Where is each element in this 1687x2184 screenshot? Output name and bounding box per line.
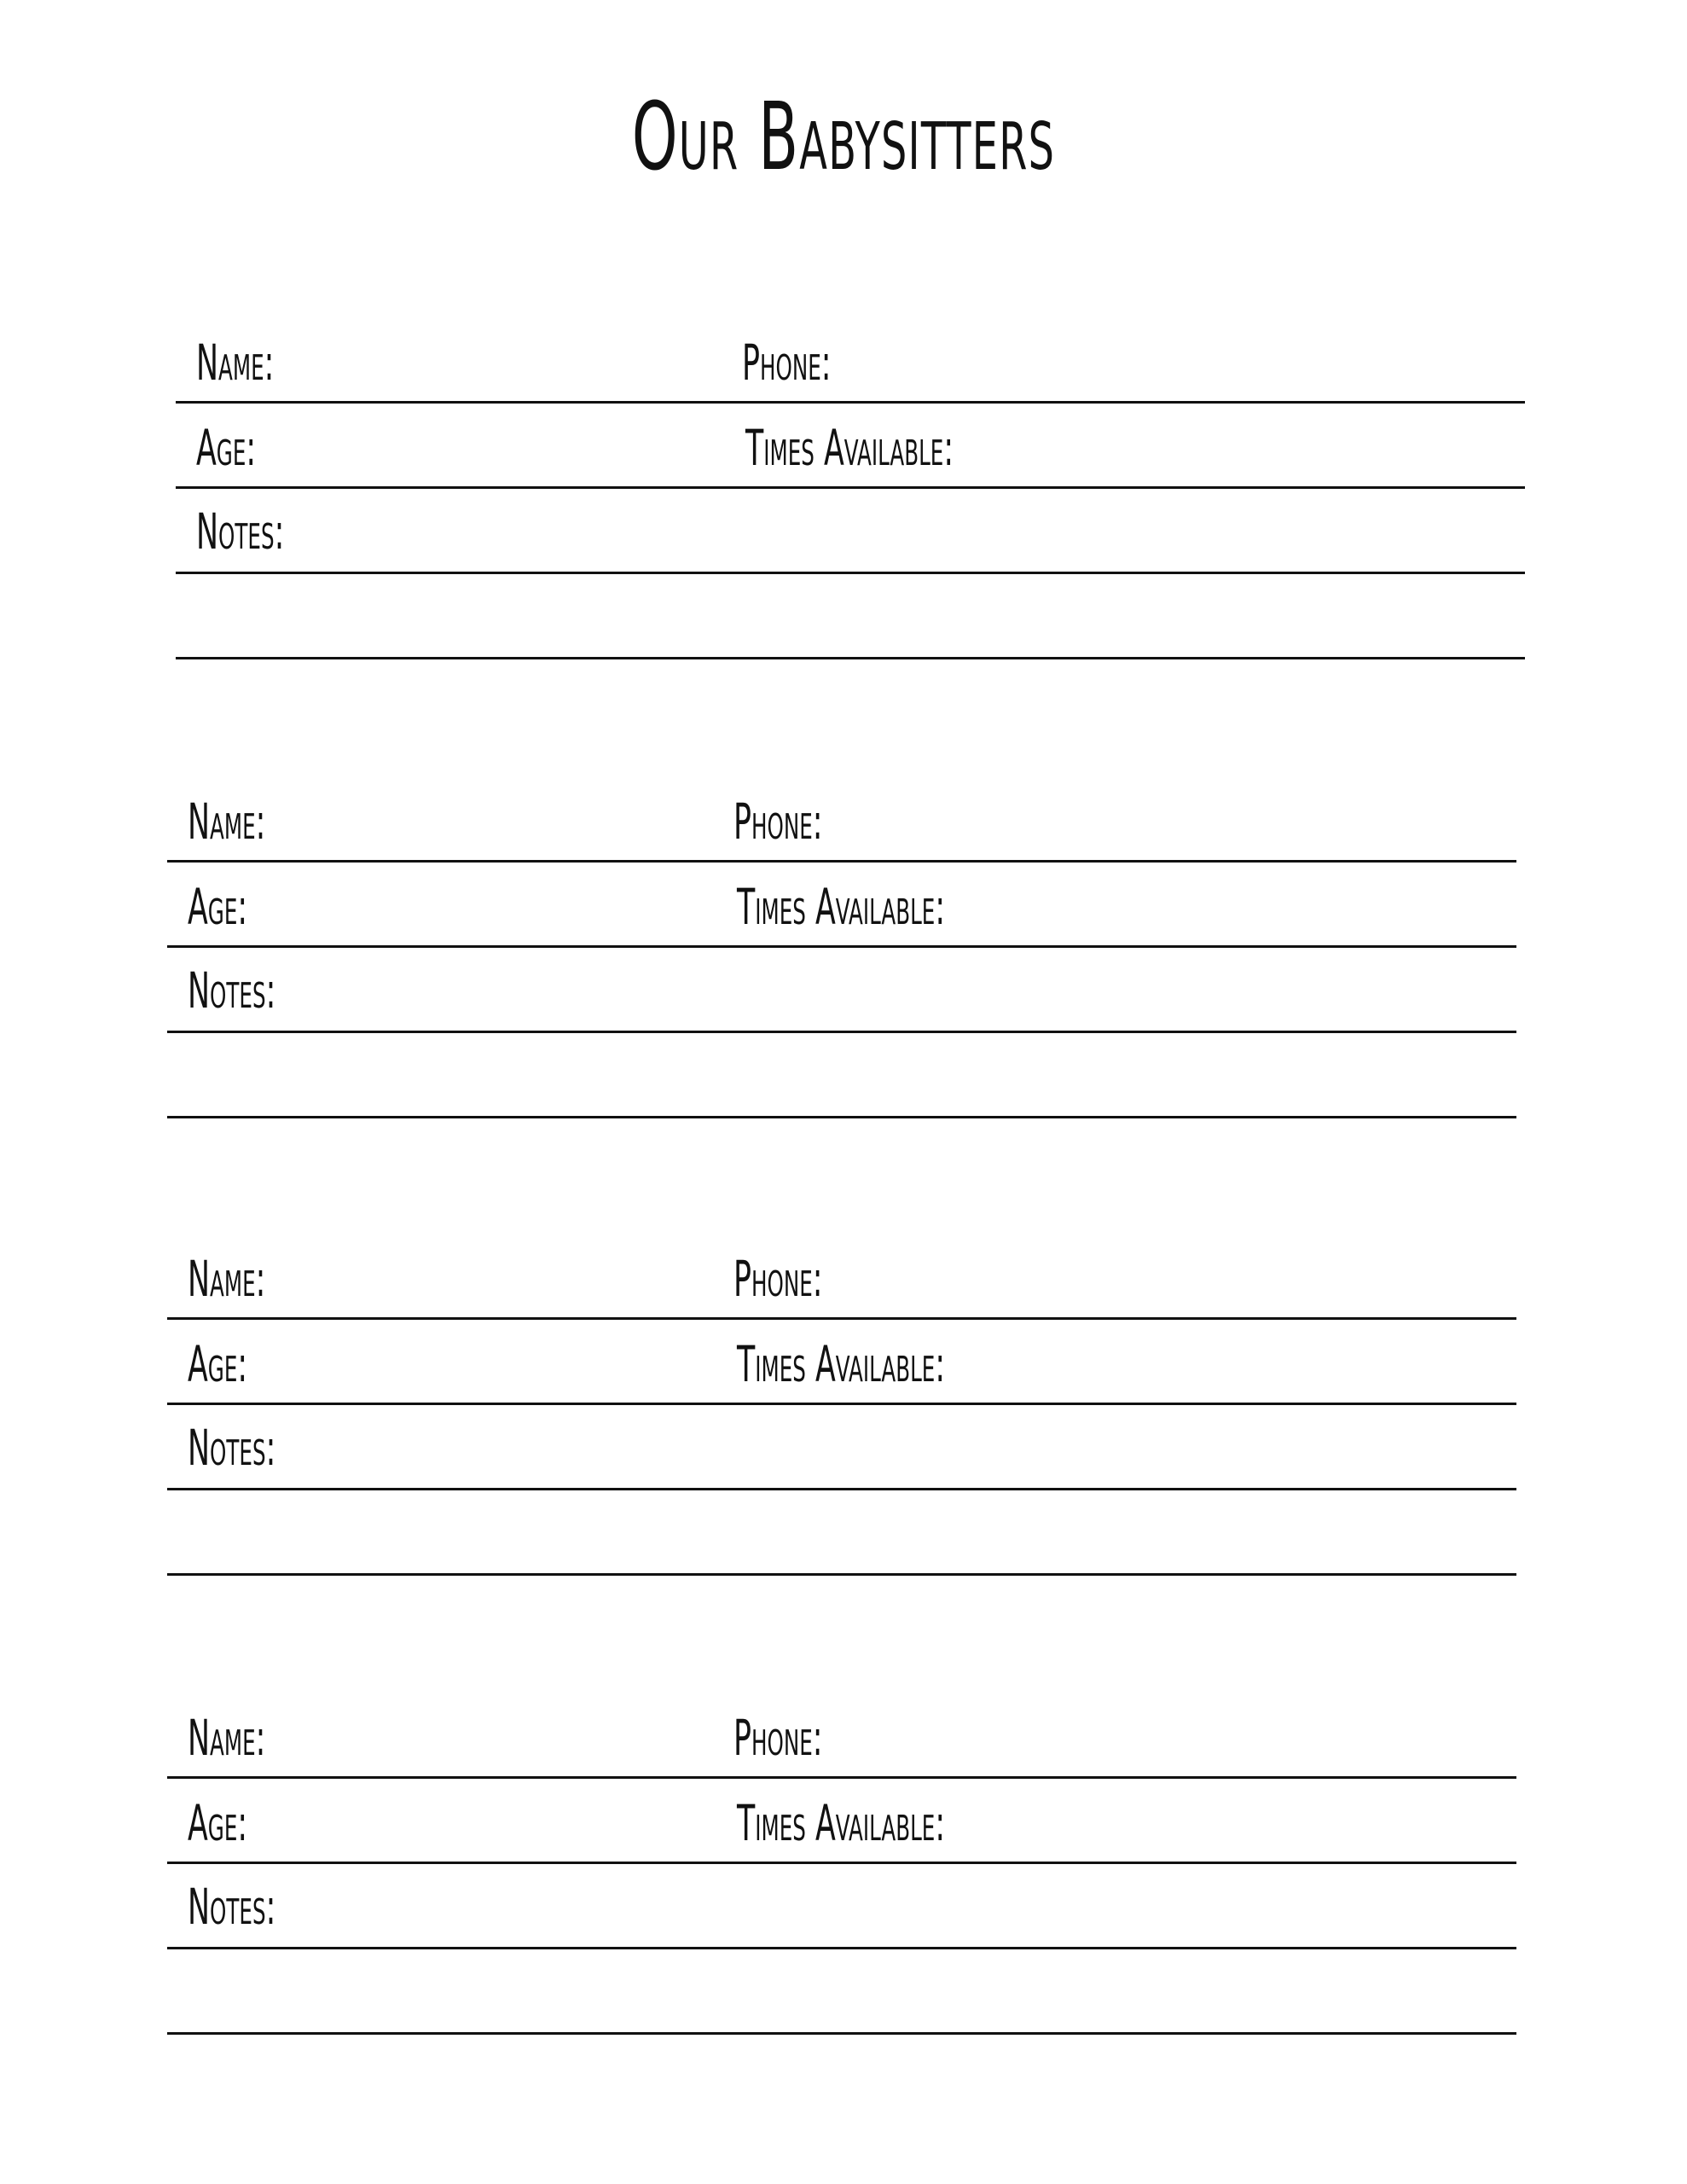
page-title: Our Babysitters xyxy=(631,82,1056,191)
phone-label: Phone: xyxy=(733,1250,823,1308)
divider-line xyxy=(176,401,1525,404)
notes-field[interactable] xyxy=(355,1409,1498,1484)
divider-line xyxy=(167,1947,1516,1949)
notes-extra-line-field[interactable] xyxy=(176,1954,1498,2029)
age-field[interactable] xyxy=(321,1324,713,1399)
babysitter-entry-4 xyxy=(167,1691,1516,2036)
notes-extra-line-field[interactable] xyxy=(176,1495,1498,1570)
notes-extra-line-field[interactable] xyxy=(184,578,1506,653)
name-field[interactable] xyxy=(355,1239,713,1314)
babysitter-entry-2 xyxy=(167,775,1516,1119)
notes-field[interactable] xyxy=(355,1868,1498,1943)
name-field[interactable] xyxy=(355,781,713,857)
times-available-label: Times Available: xyxy=(737,1794,946,1852)
times-available-label: Times Available: xyxy=(737,1335,946,1393)
name-label: Name: xyxy=(188,1250,266,1308)
age-label: Age: xyxy=(188,1335,248,1393)
age-label: Age: xyxy=(196,419,257,477)
age-field[interactable] xyxy=(321,867,713,942)
times-available-field[interactable] xyxy=(1020,1783,1498,1858)
babysitter-entry-3 xyxy=(167,1232,1516,1577)
divider-line xyxy=(167,1116,1516,1118)
notes-field[interactable] xyxy=(355,952,1498,1027)
age-label: Age: xyxy=(188,1794,248,1852)
phone-field[interactable] xyxy=(901,1698,1498,1773)
times-available-label: Times Available: xyxy=(745,419,954,477)
divider-line xyxy=(167,1862,1516,1864)
divider-line xyxy=(167,1573,1516,1576)
notes-extra-line-field[interactable] xyxy=(176,1037,1498,1112)
divider-line xyxy=(167,2032,1516,2035)
notes-label: Notes: xyxy=(196,502,285,561)
babysitter-entry-1 xyxy=(176,316,1525,660)
name-label: Name: xyxy=(188,1709,266,1767)
notes-label: Notes: xyxy=(188,961,276,1019)
divider-line xyxy=(167,945,1516,948)
phone-label: Phone: xyxy=(733,793,823,851)
times-available-field[interactable] xyxy=(1020,1324,1498,1399)
divider-line xyxy=(167,1776,1516,1779)
divider-line xyxy=(176,657,1525,659)
divider-line xyxy=(176,572,1525,574)
times-available-field[interactable] xyxy=(1029,408,1506,483)
times-available-label: Times Available: xyxy=(737,878,946,936)
phone-field[interactable] xyxy=(901,781,1498,857)
divider-line xyxy=(167,1403,1516,1405)
times-available-field[interactable] xyxy=(1020,867,1498,942)
notes-field[interactable] xyxy=(363,493,1506,568)
notes-label: Notes: xyxy=(188,1878,276,1936)
notes-label: Notes: xyxy=(188,1419,276,1477)
divider-line xyxy=(167,1031,1516,1033)
phone-label: Phone: xyxy=(742,334,832,392)
divider-line xyxy=(176,486,1525,489)
divider-line xyxy=(167,1317,1516,1320)
phone-label: Phone: xyxy=(733,1709,823,1767)
age-field[interactable] xyxy=(321,1783,713,1858)
name-label: Name: xyxy=(188,793,266,851)
name-label: Name: xyxy=(196,334,275,392)
divider-line xyxy=(167,1488,1516,1490)
name-field[interactable] xyxy=(363,322,722,398)
age-label: Age: xyxy=(188,878,248,936)
phone-field[interactable] xyxy=(901,1239,1498,1314)
age-field[interactable] xyxy=(329,408,722,483)
phone-field[interactable] xyxy=(909,322,1506,398)
name-field[interactable] xyxy=(355,1698,713,1773)
divider-line xyxy=(167,860,1516,863)
